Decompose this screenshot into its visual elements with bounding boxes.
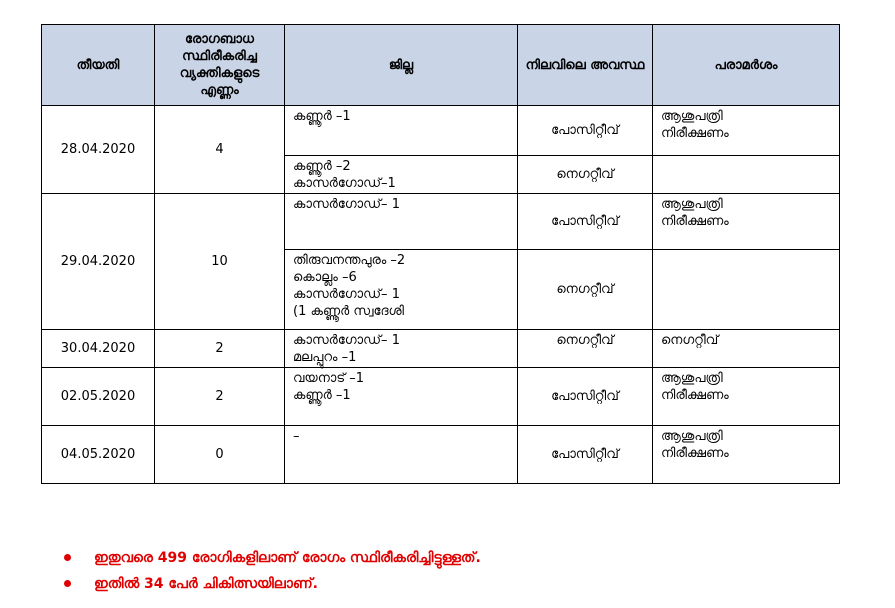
- status-cell: നെഗറ്റീവ്: [518, 330, 653, 368]
- header-date: തീയതി: [42, 25, 155, 106]
- remark-line: നിരീക്ഷണം: [661, 214, 729, 229]
- district-line: കാസർഗോഡ്– 1: [293, 287, 400, 302]
- remark-line: ആശുപത്രി: [661, 197, 723, 212]
- table-row: [42, 426, 840, 484]
- table-row: [42, 368, 840, 426]
- remark-line: നിരീക്ഷണം: [661, 446, 729, 461]
- count-cell: 0: [155, 426, 285, 484]
- table-header-row: [42, 25, 840, 106]
- count-cell: 4: [155, 106, 285, 194]
- date-cell: 28.04.2020: [42, 106, 155, 194]
- count-cell: 10: [155, 194, 285, 330]
- remark-cell: [653, 106, 840, 156]
- note-item: [64, 571, 481, 597]
- district-line: മലപ്പുറം –1: [293, 350, 357, 365]
- district-line: (1 കണ്ണൂർ സ്വദേശി: [293, 304, 404, 319]
- bullet-icon: [64, 554, 71, 561]
- district-cell: [285, 368, 518, 426]
- district-line: –: [293, 429, 300, 444]
- district-line: വയനാട് –1: [293, 371, 365, 386]
- remark-cell: [653, 426, 840, 484]
- header-status: നിലവിലെ അവസ്ഥ: [518, 25, 653, 106]
- table-row: [42, 330, 840, 368]
- status-cell: നെഗറ്റീവ്: [518, 156, 653, 194]
- district-cell: [285, 194, 518, 250]
- note-text: ഇതിൽ 34 പേർ ചികിത്സയിലാണ്.: [94, 576, 318, 592]
- header-count: രോഗബാധ സ്ഥിരീകരിച്ച വ്യക്തികളുടെ എണ്ണം: [155, 25, 285, 106]
- district-line: കണ്ണൂർ –1: [293, 388, 351, 403]
- district-line: കണ്ണൂർ –1: [293, 109, 351, 124]
- date-cell: 02.05.2020: [42, 368, 155, 426]
- remark-line: ആശുപത്രി: [661, 109, 723, 124]
- remark-line: ആശുപത്രി: [661, 371, 723, 386]
- header-remark: പരാമർശം: [653, 25, 840, 106]
- header-district: ജില്ല: [285, 25, 518, 106]
- table-row: [42, 194, 840, 250]
- district-cell: [285, 330, 518, 368]
- district-cell: [285, 426, 518, 484]
- district-line: കാസർഗോഡ്– 1: [293, 333, 400, 348]
- table-body: [42, 106, 840, 484]
- district-cell: [285, 156, 518, 194]
- date-cell: 30.04.2020: [42, 330, 155, 368]
- remark-cell: [653, 156, 840, 194]
- date-cell: 04.05.2020: [42, 426, 155, 484]
- district-line: കാസർഗോഡ്– 1: [293, 197, 400, 212]
- remark-line: ആശുപത്രി: [661, 429, 723, 444]
- date-cell: 29.04.2020: [42, 194, 155, 330]
- status-cell: പോസിറ്റീവ്: [518, 368, 653, 426]
- status-cell: പോസിറ്റീവ്: [518, 426, 653, 484]
- count-cell: 2: [155, 330, 285, 368]
- remark-cell: [653, 330, 840, 368]
- district-line: കാസർഗോഡ്–1: [293, 176, 396, 191]
- note-item: [64, 545, 481, 571]
- district-line: കണ്ണൂർ –2: [293, 159, 351, 174]
- district-line: കൊല്ലം –6: [293, 270, 357, 285]
- covid-status-table: [41, 24, 840, 484]
- status-cell: നെഗറ്റീവ്: [518, 250, 653, 330]
- summary-notes: [64, 545, 481, 597]
- table-row: [42, 106, 840, 156]
- district-line: തിരുവനന്തപുരം –2: [293, 253, 406, 268]
- remark-line: നെഗറ്റീവ്: [661, 333, 719, 348]
- district-cell: [285, 106, 518, 156]
- remark-cell: [653, 368, 840, 426]
- district-cell: [285, 250, 518, 330]
- note-text: ഇതുവരെ 499 രോഗികളിലാണ് രോഗം സ്ഥിരീകരിച്ചിട്ടുള്ളത്.: [94, 550, 481, 566]
- status-cell: പോസിറ്റീവ്: [518, 106, 653, 156]
- remark-cell: [653, 194, 840, 250]
- remark-line: നിരീക്ഷണം: [661, 126, 729, 141]
- remark-cell: [653, 250, 840, 330]
- bullet-icon: [64, 580, 71, 587]
- remark-line: നിരീക്ഷണം: [661, 388, 729, 403]
- status-cell: പോസിറ്റീവ്: [518, 194, 653, 250]
- count-cell: 2: [155, 368, 285, 426]
